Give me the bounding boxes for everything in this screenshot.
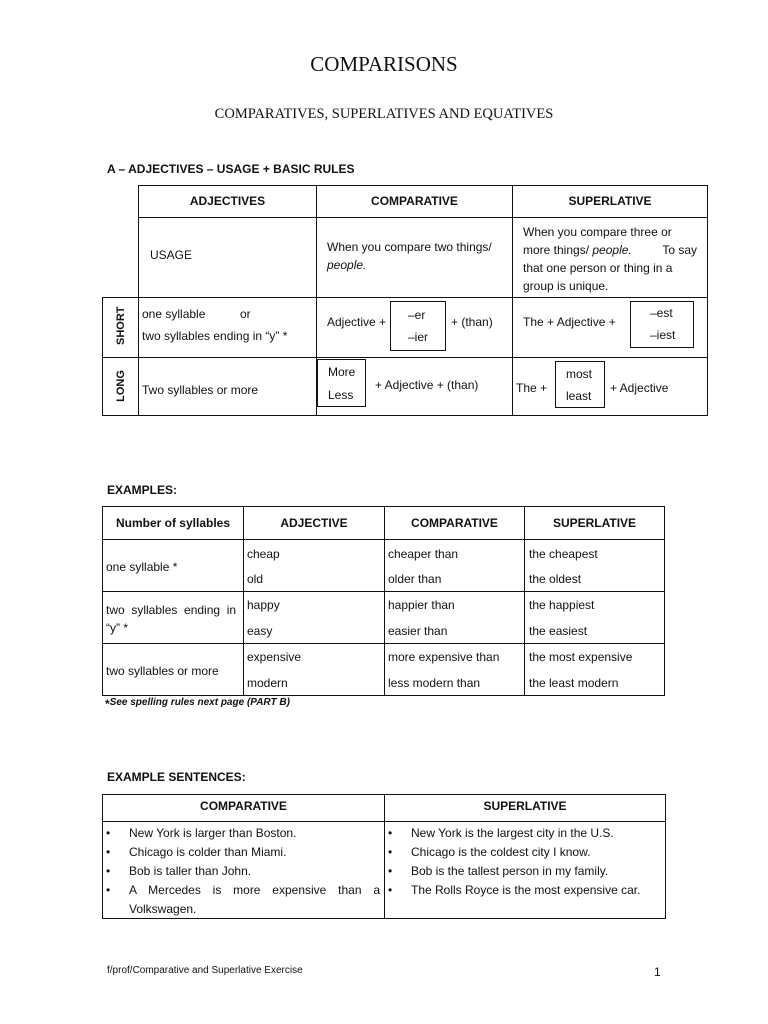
long-label: Two syllables or more — [142, 383, 259, 397]
short-or: or — [240, 307, 251, 321]
usage-superlative-line2: more things/ people. To say — [523, 243, 697, 257]
list-item: • Chicago is colder than Miami. — [103, 843, 380, 862]
usage-comparative-line1: When you compare two things/ — [327, 240, 492, 254]
sentences-heading: EXAMPLE SENTENCES: — [107, 770, 246, 784]
list-item: • Chicago is the coldest city I know. — [385, 843, 661, 862]
superlative-sentence-list — [385, 824, 661, 900]
list-item: • New York is larger than Boston. — [103, 824, 380, 843]
long-side-label: LONG — [115, 370, 127, 402]
list-item: • New York is the largest city in the U.S. — [385, 824, 661, 843]
list-item: • Bob is taller than John. — [103, 862, 380, 881]
short-line1: one syllable — [142, 307, 206, 321]
table-cell: easy — [247, 624, 273, 638]
table-cell: more expensive than — [388, 650, 500, 664]
usage-superlative-line1: When you compare three or — [523, 225, 672, 239]
group-label-line2: “y” * — [106, 621, 128, 635]
header-adjectives: ADJECTIVES — [189, 194, 266, 208]
long-sup-suffix: + Adjective — [610, 381, 669, 395]
usage-superlative-line3: that one person or thing in a — [523, 261, 673, 275]
most-least-box: most least — [555, 361, 605, 408]
table-cell: cheap — [247, 547, 280, 561]
table-cell: the easiest — [529, 624, 588, 638]
table-cell: the happiest — [529, 598, 595, 612]
ex-header-adjective: ADJECTIVE — [280, 516, 348, 530]
short-line2: two syllables ending in “y” * — [142, 329, 288, 343]
table-cell: the most expensive — [529, 650, 633, 664]
table-cell: the least modern — [529, 676, 619, 690]
short-comp-prefix: Adjective + — [327, 315, 387, 329]
table-cell: happy — [247, 598, 280, 612]
page-subtitle: COMPARATIVES, SUPERLATIVES AND EQUATIVES — [214, 106, 554, 122]
table-cell: expensive — [247, 650, 302, 664]
usage-comparative-line2: people. — [327, 258, 367, 272]
table-cell: older than — [388, 572, 442, 586]
table-cell: modern — [247, 676, 288, 690]
group-label: two syllables ending in — [106, 603, 237, 617]
table-cell: the cheapest — [529, 547, 598, 561]
footer-path: f/prof/Comparative and Superlative Exercise — [107, 965, 303, 976]
comparative-sentence-list — [103, 824, 384, 919]
usage-label: USAGE — [150, 248, 193, 262]
list-item: • Bob is the tallest person in my family. — [385, 862, 661, 881]
ex-header-syllables: Number of syllables — [115, 516, 231, 530]
more-less-box: More Less — [317, 359, 366, 407]
header-comparative: COMPARATIVE — [371, 194, 458, 208]
usage-superlative-line4: group is unique. — [523, 279, 609, 293]
er-ier-box: –er –ier — [390, 301, 446, 351]
table-cell: happier than — [388, 598, 455, 612]
list-item: • The Rolls Royce is the most expensive car. — [385, 881, 661, 900]
group-label: one syllable * — [106, 560, 178, 574]
est-iest-box: –est –iest — [630, 301, 694, 348]
table-cell: less modern than — [388, 676, 481, 690]
page-title: COMPARISONS — [310, 52, 458, 76]
header-superlative: SUPERLATIVE — [568, 194, 652, 208]
ex-header-comparative: COMPARATIVE — [411, 516, 498, 530]
section-a-heading: A – ADJECTIVES – USAGE + BASIC RULES — [107, 162, 355, 176]
sent-header-superlative: SUPERLATIVE — [483, 799, 567, 813]
long-sup-prefix: The + — [516, 381, 548, 395]
table-cell: old — [247, 572, 264, 586]
examples-footnote: *See spelling rules next page (PART B) — [105, 697, 290, 711]
short-side-label: SHORT — [115, 306, 127, 345]
list-item: • A Mercedes is more expensive than a Volkswagen. — [103, 881, 380, 919]
table-cell: cheaper than — [388, 547, 459, 561]
table-cell: easier than — [388, 624, 448, 638]
ex-header-superlative: SUPERLATIVE — [552, 516, 637, 530]
examples-heading: EXAMPLES: — [107, 483, 178, 497]
group-label: two syllables or more — [106, 664, 219, 678]
long-comp-suffix: + Adjective + (than) — [375, 378, 479, 392]
short-sup-prefix: The + Adjective + — [523, 315, 616, 329]
table-cell: the oldest — [529, 572, 582, 586]
short-comp-suffix: + (than) — [451, 315, 493, 329]
page-number: 1 — [654, 965, 661, 979]
sent-header-comparative: COMPARATIVE — [200, 799, 287, 813]
